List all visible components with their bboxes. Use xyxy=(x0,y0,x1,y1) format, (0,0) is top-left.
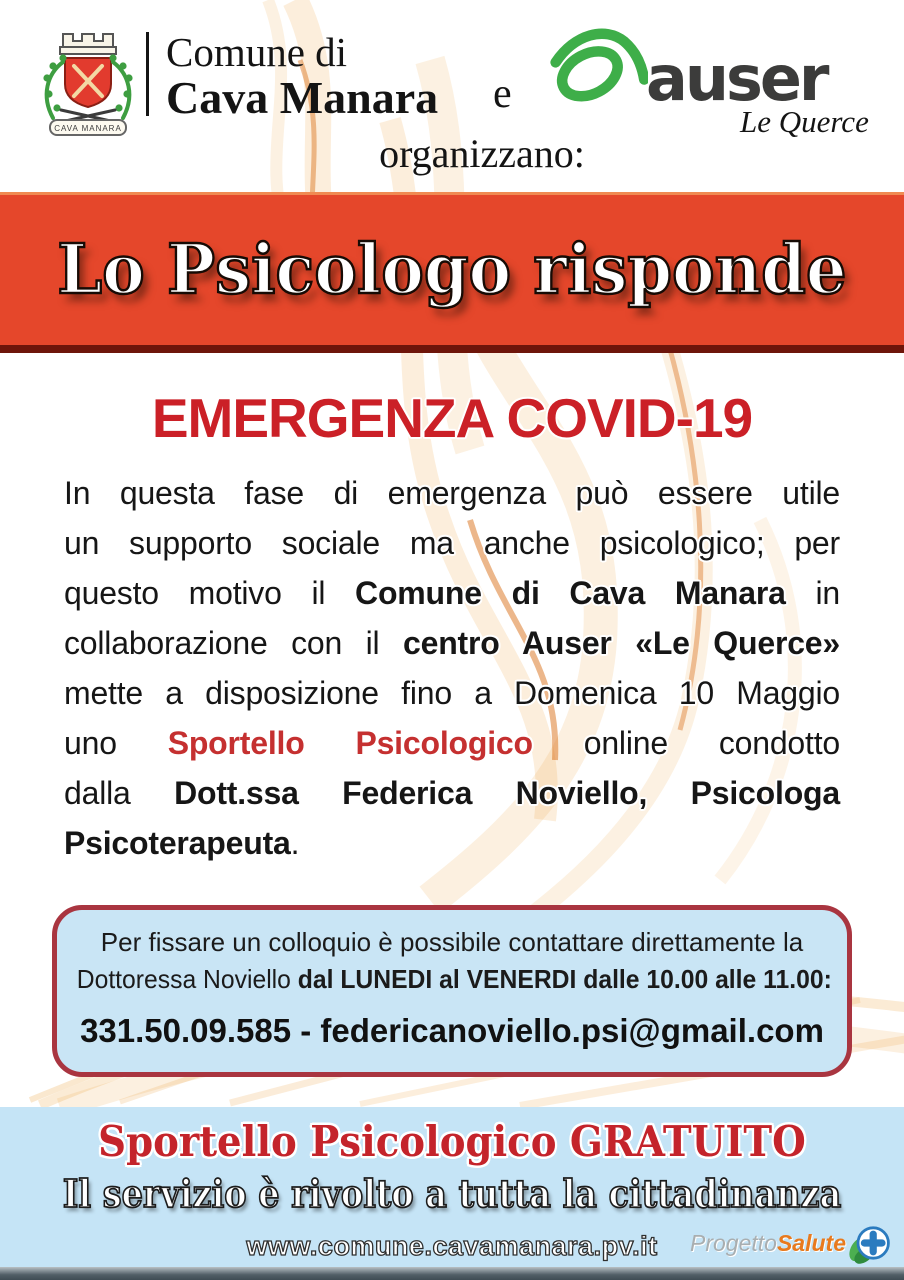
contact-line-1: Per fissare un colloquio è possibile contattare direttamente la xyxy=(100,927,804,957)
footer-subline: Il servizio è rivolto a tutta la cittadinanza xyxy=(62,1171,842,1216)
municipality-name-line2: Cava Manara xyxy=(166,72,439,123)
paragraph-line: collaborazione con il centro Auser «Le Querce» xyxy=(64,625,840,661)
emergency-heading: EMERGENZA COVID-19 xyxy=(151,387,753,449)
website-url: www.comune.cavamanara.pv.it xyxy=(246,1231,658,1261)
phone-and-email: 331.50.09.585 - federicanoviello.psi@gmail.com xyxy=(80,1012,824,1049)
title-banner xyxy=(0,192,904,353)
sportello-psicologico-highlight: Sportello Psicologico xyxy=(167,725,533,761)
progetto-salute-logo xyxy=(690,1219,894,1267)
paragraph-line: dalla Dott.ssa Federica Noviello, Psicologa xyxy=(64,775,840,811)
footer-band xyxy=(0,1107,904,1267)
paragraph-line: In questa fase di emergenza può essere utile xyxy=(64,475,840,511)
paragraph-line: mette a disposizione fino a Domenica 10 Maggio xyxy=(64,675,840,711)
salute-label: Salute xyxy=(776,1229,846,1256)
cava-manara-crest-icon xyxy=(33,22,143,142)
crest-caption: CAVA MANARA xyxy=(54,124,122,133)
paragraph-line: un supporto sociale ma anche psicologico; per xyxy=(64,525,840,561)
auser-wordmark: auser xyxy=(646,42,827,115)
bottom-bar xyxy=(0,1267,904,1280)
paragraph-line: questo motivo il Comune di Cava Manara in xyxy=(64,575,840,611)
organize-label: organizzano: xyxy=(379,131,585,176)
paragraph-line: Psicoterapeuta. xyxy=(64,825,300,861)
auser-subtitle: Le Querce xyxy=(740,104,869,139)
poster-title: Lo Psicologo risponde xyxy=(57,230,847,310)
header-divider xyxy=(146,32,149,116)
footer-headline: Sportello Psicologico GRATUITO xyxy=(98,1117,806,1166)
paragraph-line: uno Sportello Psicologico online condotto xyxy=(64,725,840,761)
contact-info-box xyxy=(52,905,852,1077)
progetto-label: Progetto xyxy=(690,1229,777,1256)
auser-swirl-icon xyxy=(548,18,648,122)
contact-line-2: Dottoressa Noviello dal LUNEDI al VENERDI dalle 10.00 alle 11.00: xyxy=(76,964,832,994)
connector-text: e xyxy=(493,71,512,117)
municipality-name-line1: Comune di xyxy=(166,29,348,75)
body-paragraph xyxy=(64,468,840,868)
progetto-salute-cross-icon xyxy=(846,1219,894,1267)
